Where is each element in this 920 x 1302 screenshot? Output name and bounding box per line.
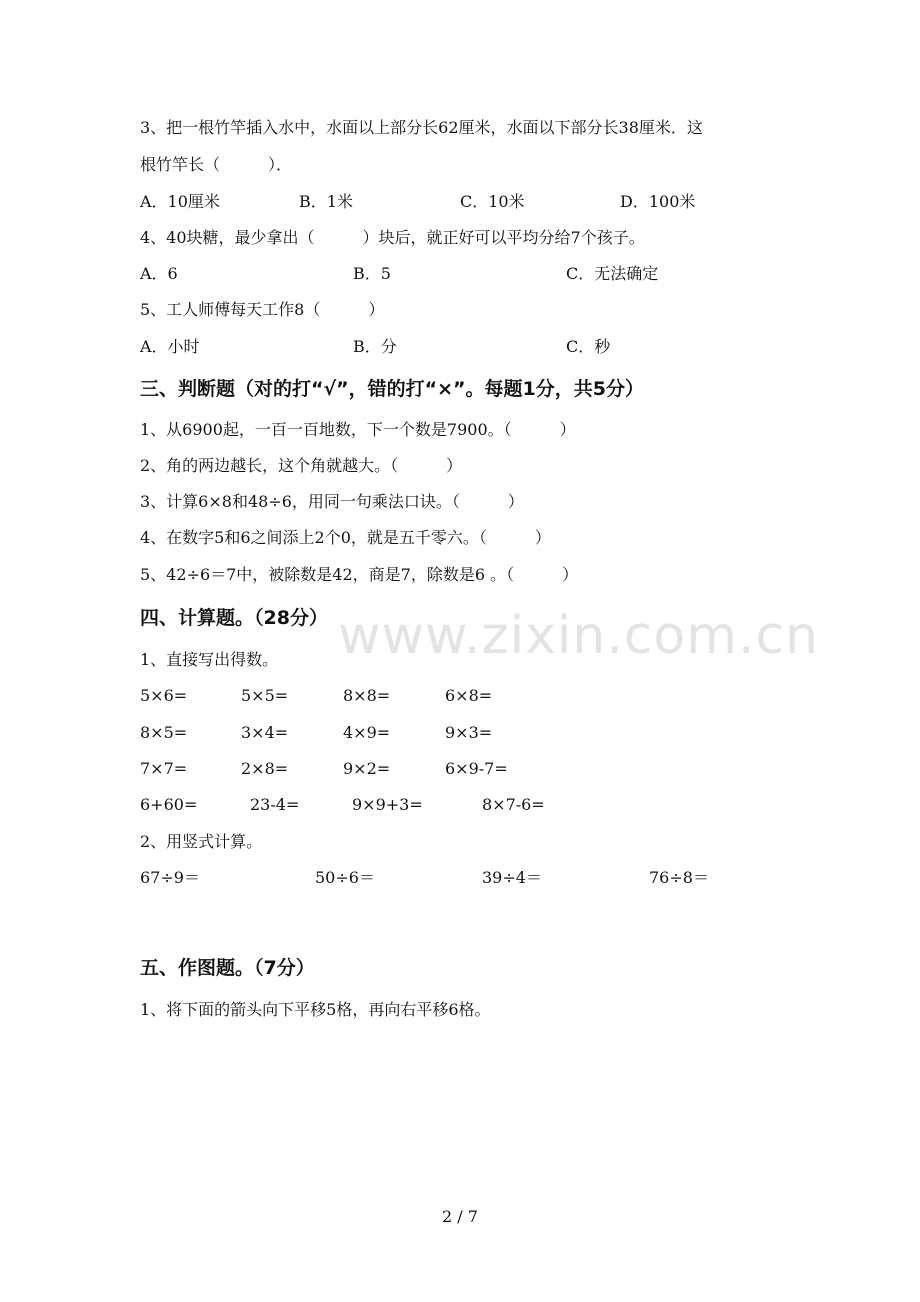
q4-option-c: C．无法确定 [566,264,659,283]
page-number: 2 / 7 [442,1207,478,1226]
section3-item-2: 2、角的两边越长，这个角就越大。（ ） [140,456,463,475]
q5-option-c: C．秒 [566,337,611,356]
section5-q1: 1、将下面的箭头向下平移5格，再向右平移6格。 [140,1000,491,1019]
q3-option-a: A．10厘米 [140,192,220,211]
q4-option-a: A．6 [140,264,178,283]
calc-cell: 6×8= [445,686,493,705]
section3-item-3: 3、计算6×8和48÷6，用同一句乘法口诀。（ ） [140,492,524,511]
calc-cell: 7×7= [140,759,188,778]
calc-cell: 23-4= [250,795,300,814]
calc-cell: 8×7-6= [482,795,545,814]
calc-cell: 8×5= [140,723,188,742]
section3-item-5: 5、42÷6＝7中，被除数是42，商是7，除数是6 。（ ） [140,565,579,584]
section5-title: 五、作图题。（7分） [140,957,315,979]
calc-cell: 2×8= [241,759,289,778]
vertical-calc-item: 76÷8＝ [649,868,709,887]
q3-text-line2: 根竹竿长（ ）． [140,155,293,174]
vertical-calc-item: 50÷6＝ [315,868,375,887]
calc-cell: 6+60= [140,795,198,814]
vertical-calc-item: 67÷9＝ [140,868,200,887]
section4-sub1: 1、直接写出得数。 [140,650,279,669]
calc-cell: 9×3= [445,723,493,742]
calc-cell: 9×2= [343,759,391,778]
calc-cell: 3×4= [241,723,289,742]
q3-text-line1: 3、把一根竹竿插入水中，水面以上部分长62厘米，水面以下部分长38厘米．这 [140,118,703,137]
q4-option-b: B．5 [353,264,391,283]
section3-item-4: 4、在数字5和6之间添上2个0，就是五千零六。（ ） [140,528,551,547]
q5-text: 5、工人师傅每天工作8（ ） [140,300,385,319]
calc-cell: 6×9-7= [445,759,508,778]
section3-item-1: 1、从6900起，一百一百地数，下一个数是7900。（ ） [140,420,576,439]
calc-cell: 4×9= [343,723,391,742]
calc-cell: 5×5= [241,686,289,705]
section3-title: 三、判断题（对的打“√”，错的打“×”。每题1分，共5分） [140,378,644,400]
section4-sub2: 2、用竖式计算。 [140,832,263,851]
watermark: www.zixin.com.cn [338,606,819,666]
section4-title: 四、计算题。（28分） [140,607,328,629]
q3-option-c: C．10米 [460,192,525,211]
calc-cell: 5×6= [140,686,188,705]
calc-cell: 9×9+3= [352,795,423,814]
vertical-calc-item: 39÷4＝ [482,868,542,887]
q3-option-b: B．1米 [299,192,353,211]
q4-text: 4、40块糖，最少拿出（ ）块后，就正好可以平均分给7个孩子。 [140,228,645,247]
calc-cell: 8×8= [343,686,391,705]
q3-option-d: D．100米 [620,192,696,211]
q5-option-a: A．小时 [140,337,200,356]
q5-option-b: B．分 [353,337,397,356]
